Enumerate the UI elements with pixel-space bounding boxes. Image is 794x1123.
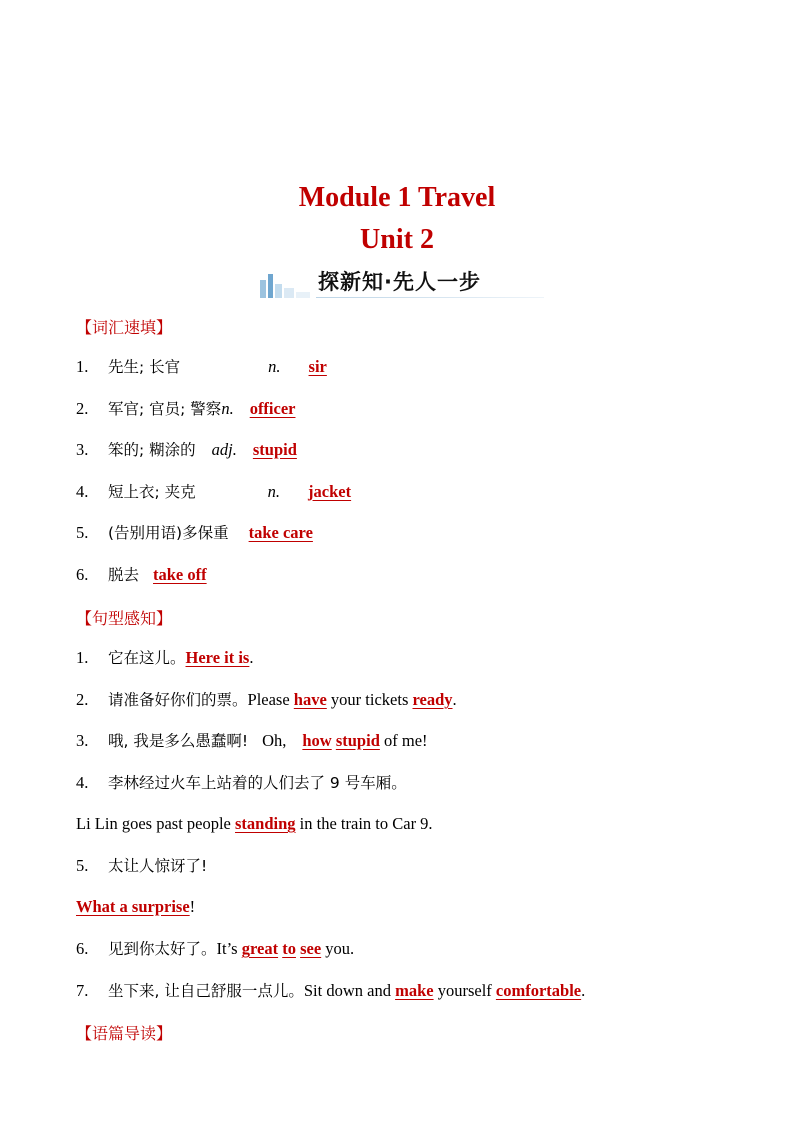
sentence-item-4 <box>76 772 407 794</box>
item-number: 3. <box>76 440 89 459</box>
answer: stupid <box>252 440 297 459</box>
answer: how <box>302 731 332 750</box>
vocab-item-4 <box>76 481 351 503</box>
item-chinese: 请准备好你们的票。 <box>108 691 248 709</box>
vocab-item-6 <box>76 564 207 586</box>
item-number: 1. <box>76 357 89 376</box>
item-number: 2. <box>76 690 89 709</box>
answer: to <box>282 939 296 958</box>
answer: jacket <box>308 482 352 501</box>
buildings-icon <box>258 272 312 298</box>
answer: great <box>241 939 279 958</box>
item-number: 3. <box>76 731 89 750</box>
item-number: 1. <box>76 648 89 667</box>
answer: officer <box>249 399 296 418</box>
item-number: 7. <box>76 981 89 1000</box>
item-chinese: 坐下来, 让自己舒服一点儿。 <box>108 982 304 1000</box>
item-chinese: 短上衣; 夹克 <box>108 483 196 501</box>
answer: take care <box>248 523 313 542</box>
item-chinese: (告别用语)多保重 <box>108 524 229 542</box>
sentence-item-2 <box>76 689 457 711</box>
sentence-item-5-english <box>76 896 195 918</box>
item-number: 5. <box>76 856 89 875</box>
item-pos: adj. <box>211 440 237 459</box>
answer: ready <box>412 690 453 709</box>
answer: take off <box>153 565 207 584</box>
vocab-item-5 <box>76 522 313 544</box>
answer: standing <box>235 814 296 833</box>
item-pos: n. <box>267 482 281 501</box>
item-chinese: 脱去 <box>108 566 140 584</box>
answer: Here it is <box>185 648 250 667</box>
punctuation: . <box>249 648 254 667</box>
banner-underline <box>316 297 544 298</box>
answer: stupid <box>335 731 380 750</box>
item-pos: n. <box>268 357 281 376</box>
banner-text: 探新知·先人一步 <box>318 270 481 294</box>
item-chinese: 笨的; 糊涂的 <box>108 441 196 459</box>
item-chinese: 军官; 官员; 警察 <box>108 400 222 418</box>
answer: have <box>293 690 327 709</box>
item-english: of me! <box>384 731 428 750</box>
answer: see <box>300 939 322 958</box>
item-english: Please <box>247 690 290 709</box>
item-pos: n. <box>221 399 234 418</box>
item-english: Oh, <box>262 731 287 750</box>
vocab-item-1 <box>76 356 327 378</box>
vocab-item-3 <box>76 439 297 461</box>
item-chinese: 见到你太好了。 <box>108 940 217 958</box>
item-english: in the train to Car 9. <box>299 814 433 833</box>
answer: make <box>395 981 434 1000</box>
item-number: 2. <box>76 399 89 418</box>
punctuation: ! <box>189 897 196 916</box>
module-title: Module 1 Travel <box>298 182 496 213</box>
item-english: Li Lin goes past people <box>76 814 231 833</box>
section-reading-heading: 【语篇导读】 <box>76 1024 173 1043</box>
item-chinese: 它在这儿。 <box>108 649 186 667</box>
item-number: 5. <box>76 523 89 542</box>
sentence-item-4-english <box>76 813 433 835</box>
section-banner <box>258 266 544 300</box>
item-english: you. <box>325 939 355 958</box>
item-english: your tickets <box>330 690 409 709</box>
vocab-item-2 <box>76 398 295 420</box>
section-sentence-heading: 【句型感知】 <box>76 609 173 628</box>
item-english: It’s <box>216 939 238 958</box>
item-number: 4. <box>76 482 89 501</box>
item-chinese: 太让人惊讶了! <box>108 857 208 875</box>
sentence-item-1 <box>76 647 253 669</box>
item-number: 6. <box>76 565 89 584</box>
punctuation: . <box>581 981 586 1000</box>
sentence-item-6 <box>76 938 354 960</box>
item-english: yourself <box>437 981 492 1000</box>
answer: sir <box>308 357 327 376</box>
item-number: 4. <box>76 773 89 792</box>
item-number: 6. <box>76 939 89 958</box>
answer: What a surprise <box>76 897 190 916</box>
unit-title: Unit 2 <box>360 224 434 255</box>
item-english: Sit down and <box>303 981 391 1000</box>
sentence-item-5 <box>76 855 207 877</box>
sentence-item-7 <box>76 980 585 1002</box>
section-vocab-heading: 【词汇速填】 <box>76 318 173 337</box>
item-chinese: 哦, 我是多么愚蠢啊! <box>108 732 249 750</box>
item-chinese: 李林经过火车上站着的人们去了 9 号车厢。 <box>108 774 407 792</box>
sentence-item-3 <box>76 730 428 752</box>
answer: comfortable <box>495 981 582 1000</box>
item-chinese: 先生; 长官 <box>108 358 181 376</box>
punctuation: . <box>452 690 457 709</box>
